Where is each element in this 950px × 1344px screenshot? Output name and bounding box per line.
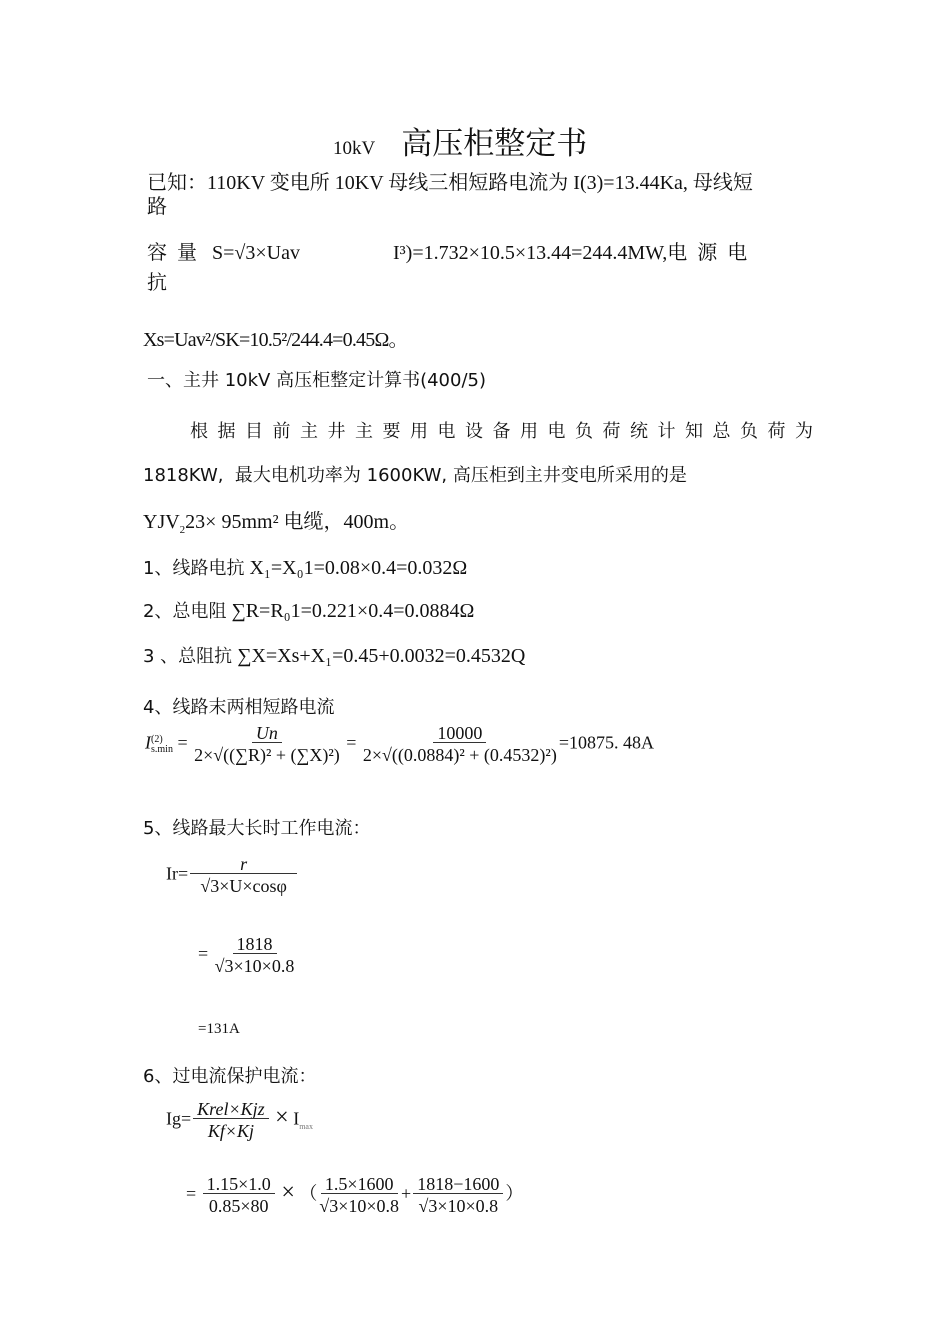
formula-lhs: Ir= [166,863,189,884]
denominator: √3×10×0.8 [319,1196,400,1216]
numerator: Krel×Kjz [193,1098,269,1119]
imax-subscript: max [299,1122,313,1132]
fraction [215,933,295,978]
formula-short-circuit: I (2) s.min = $\frac{Un}{\text{2×√((∑R)² + (∑X)²)}}$ = $\frac{10000}{\text{2×√((0.0884)² + (0.4532)²)}}$ =10875. 48A [145,723,654,765]
given-line-1b: 路 [147,196,167,218]
imax: I [293,1108,300,1129]
load-paragraph-1: 根据目前主井主要用电设备用电负荷统计知总负荷为 [190,421,823,442]
denominator: 0.85×80 [208,1196,269,1216]
title-voltage: 10kV [333,138,376,159]
numerator: 10000 [433,722,486,743]
step-4: 4、线路末两相短路电流 [143,697,335,718]
numerator: 1.5×1600 [321,1173,398,1194]
denominator: √3×10×0.8 [418,1196,499,1216]
fraction [193,1098,269,1143]
denominator: √3×U×cosφ [200,876,287,896]
fraction [203,1173,275,1218]
step-label: 2、总电阻 [143,601,227,622]
numerator: Un [252,722,282,743]
formula-lhs: I [145,732,151,753]
given-line-2c: 抗 [147,272,167,294]
step-6: 6、过电流保护电流： [143,1066,317,1087]
load-paragraph-3 [143,510,409,542]
step-5: 5、线路最大长时工作电流： [143,818,371,839]
numerator: 1818 [233,933,277,954]
plus-sign: + [401,1183,412,1204]
source-reactance: Xs=Uav²/SK=10.5²/244.4=0.45Ω。 [143,329,408,351]
times-sign: × [275,1104,289,1131]
title-text: 高压柜整定书 [401,126,588,162]
formula-overcurrent-2: = $\frac{1.15\times 1.0}{0.85\times 80}$ × （ $\frac{1.5\times 1600}{√3\times 10\times 0.8}$ + $\frac{1818-1600}{√3\times 10\times 0.8}$ ） [186,1174,524,1216]
formula-work-current-2: = $\frac{1818}{√3\times 10\times 0.8}$ [198,934,295,976]
numerator: r [190,853,297,874]
step-label: 1、线路电抗 [143,558,245,579]
fraction [190,853,297,898]
result: =10875. 48A [558,732,654,753]
fraction [363,722,557,767]
formula-overcurrent [166,1098,313,1143]
step-expr: ∑R=R₀1=0.221×0.4=0.0884Ω [231,600,475,622]
cable-subscript: 2 [179,524,186,536]
cable-spec: 23× 95mm² 电缆，400m。 [185,511,410,533]
document-title [333,118,587,163]
section-heading: 一、主井 10kV 高压柜整定计算书(400/5) [147,370,487,391]
numerator: 1818−1600 [413,1173,503,1194]
close-paren: ） [505,1183,524,1204]
given-line-1: 已知：110KV 变电所 10KV 母线三相短路电流为 I(3)=13.44Ka, 母线短 [147,172,753,194]
formula-sup: (2) [151,733,163,745]
fraction [413,1173,503,1218]
work-current-result: =131A [198,1021,240,1037]
given-line-2b: I³)=1.732×10.5×13.44=244.4MW,电 源 电 [393,242,748,264]
numerator: 1.15×1.0 [203,1173,275,1194]
open-paren: （ [299,1183,318,1204]
step-label: 3 、总阻抗 [143,646,233,667]
formula-lhs: Ig= [166,1108,192,1129]
step-1 [143,556,467,581]
denominator: 2×√((0.0884)² + (0.4532)²) [362,745,557,765]
step-expr: X₁=X₀1=0.08×0.4=0.032Ω [249,557,468,579]
fraction [194,722,340,767]
formula-sub: s.min [151,743,173,755]
step-3 [143,644,525,669]
times-sign: × [281,1179,295,1206]
load-paragraph-2: 1818KW, 最大电机功率为 1600KW, 高压柜到主井变电所采用的是 [143,465,687,486]
denominator: Kf×Kj [207,1121,254,1141]
formula-work-current [166,853,299,898]
fraction [319,1173,399,1218]
given-line-2a: 容 量 S=√3×Uav [147,242,300,264]
denominator: 2×√((∑R)² + (∑X)²) [194,745,340,765]
denominator: √3×10×0.8 [214,956,295,976]
cable-type: YJV [143,511,180,533]
step-expr: ∑X=Xs+X₁=0.45+0.0032=0.4532Q [237,645,526,667]
step-2 [143,599,474,624]
